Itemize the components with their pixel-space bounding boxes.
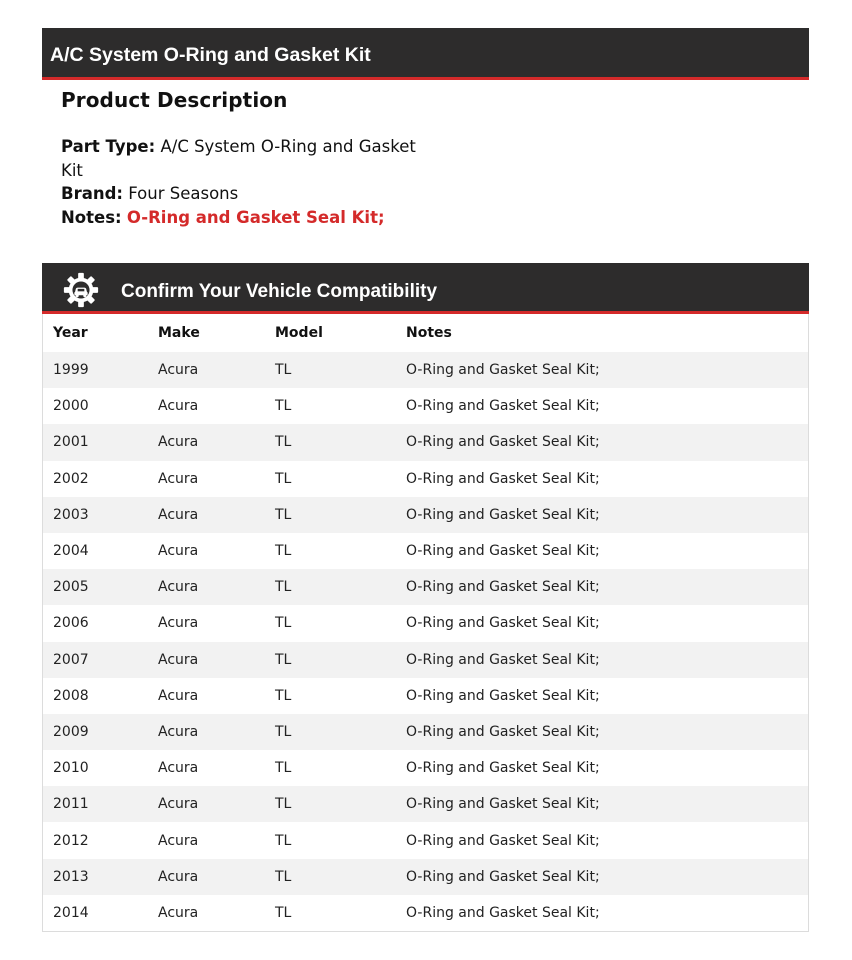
cell-notes: O-Ring and Gasket Seal Kit; [406, 543, 600, 560]
cell-notes: O-Ring and Gasket Seal Kit; [406, 687, 600, 704]
cell-notes: O-Ring and Gasket Seal Kit; [406, 434, 600, 451]
table-row [43, 895, 808, 931]
cell-model: TL [275, 687, 292, 704]
table-row [43, 533, 808, 569]
cell-model: TL [275, 760, 292, 777]
cell-notes: O-Ring and Gasket Seal Kit; [406, 723, 600, 740]
table-row [43, 605, 808, 641]
cell-model: TL [275, 904, 292, 921]
cell-notes: O-Ring and Gasket Seal Kit; [406, 506, 600, 523]
cell-year: 2011 [53, 796, 89, 813]
cell-make: Acura [158, 398, 199, 415]
cell-year: 2002 [53, 470, 89, 487]
cell-model: TL [275, 362, 292, 379]
table-row [43, 822, 808, 858]
cell-year: 1999 [53, 362, 89, 379]
brand-value: Four Seasons [128, 184, 239, 203]
part-type-line [61, 135, 421, 182]
cell-notes: O-Ring and Gasket Seal Kit; [406, 796, 600, 813]
table-row [43, 569, 808, 605]
table-header-row [43, 314, 808, 352]
cell-year: 2000 [53, 398, 89, 415]
cell-make: Acura [158, 687, 199, 704]
cell-notes: O-Ring and Gasket Seal Kit; [406, 362, 600, 379]
cell-notes: O-Ring and Gasket Seal Kit; [406, 832, 600, 849]
table-row [43, 424, 808, 460]
notes-label: Notes: [61, 207, 122, 227]
brand-label: Brand: [61, 184, 124, 203]
column-header-make: Make [158, 325, 200, 341]
cell-model: TL [275, 615, 292, 632]
cell-notes: O-Ring and Gasket Seal Kit; [406, 904, 600, 921]
part-type-label: Part Type: [61, 137, 156, 156]
table-row [43, 461, 808, 497]
cell-make: Acura [158, 579, 199, 596]
notes-value: O-Ring and Gasket Seal Kit; [126, 207, 385, 227]
cell-make: Acura [158, 615, 199, 632]
notes-line [61, 206, 421, 230]
compatibility-header [42, 263, 809, 314]
cell-make: Acura [158, 651, 199, 668]
table-row [43, 750, 808, 786]
brand-line [61, 182, 421, 206]
table-row [43, 352, 808, 388]
cell-make: Acura [158, 506, 199, 523]
cell-make: Acura [158, 868, 199, 885]
cell-year: 2001 [53, 434, 89, 451]
table-row [43, 642, 808, 678]
cell-model: TL [275, 543, 292, 560]
part-type-value: A/C System O-Ring and Gasket Kit [61, 137, 416, 180]
cell-notes: O-Ring and Gasket Seal Kit; [406, 470, 600, 487]
cell-year: 2009 [53, 723, 89, 740]
cell-make: Acura [158, 470, 199, 487]
cell-model: TL [275, 434, 292, 451]
cell-notes: O-Ring and Gasket Seal Kit; [406, 615, 600, 632]
cell-model: TL [275, 723, 292, 740]
cell-make: Acura [158, 796, 199, 813]
cell-year: 2013 [53, 868, 89, 885]
compatibility-title: Confirm Your Vehicle Compatibility [121, 281, 438, 302]
description-heading: Product Description [61, 88, 288, 112]
cell-year: 2006 [53, 615, 89, 632]
cell-year: 2003 [53, 506, 89, 523]
cell-model: TL [275, 651, 292, 668]
table-row [43, 859, 808, 895]
cell-model: TL [275, 868, 292, 885]
cell-notes: O-Ring and Gasket Seal Kit; [406, 651, 600, 668]
cell-make: Acura [158, 543, 199, 560]
product-title: A/C System O-Ring and Gasket Kit [50, 44, 371, 66]
cell-make: Acura [158, 434, 199, 451]
cell-make: Acura [158, 362, 199, 379]
gear-car-icon [62, 271, 100, 309]
cell-year: 2012 [53, 832, 89, 849]
cell-notes: O-Ring and Gasket Seal Kit; [406, 579, 600, 596]
cell-year: 2004 [53, 543, 89, 560]
cell-year: 2014 [53, 904, 89, 921]
cell-model: TL [275, 506, 292, 523]
product-title-bar [42, 28, 809, 80]
table-row [43, 497, 808, 533]
cell-notes: O-Ring and Gasket Seal Kit; [406, 398, 600, 415]
cell-year: 2005 [53, 579, 89, 596]
cell-make: Acura [158, 832, 199, 849]
cell-model: TL [275, 579, 292, 596]
cell-make: Acura [158, 723, 199, 740]
cell-year: 2007 [53, 651, 89, 668]
cell-make: Acura [158, 904, 199, 921]
cell-model: TL [275, 470, 292, 487]
cell-model: TL [275, 832, 292, 849]
column-header-year: Year [53, 325, 88, 341]
cell-make: Acura [158, 760, 199, 777]
column-header-notes: Notes [406, 325, 452, 341]
cell-notes: O-Ring and Gasket Seal Kit; [406, 760, 600, 777]
table-row [43, 678, 808, 714]
compatibility-table [42, 314, 809, 932]
table-row [43, 714, 808, 750]
product-description [61, 86, 421, 229]
table-row [43, 786, 808, 822]
cell-model: TL [275, 796, 292, 813]
cell-model: TL [275, 398, 292, 415]
column-header-model: Model [275, 325, 323, 341]
cell-year: 2008 [53, 687, 89, 704]
table-row [43, 388, 808, 424]
cell-notes: O-Ring and Gasket Seal Kit; [406, 868, 600, 885]
cell-year: 2010 [53, 760, 89, 777]
